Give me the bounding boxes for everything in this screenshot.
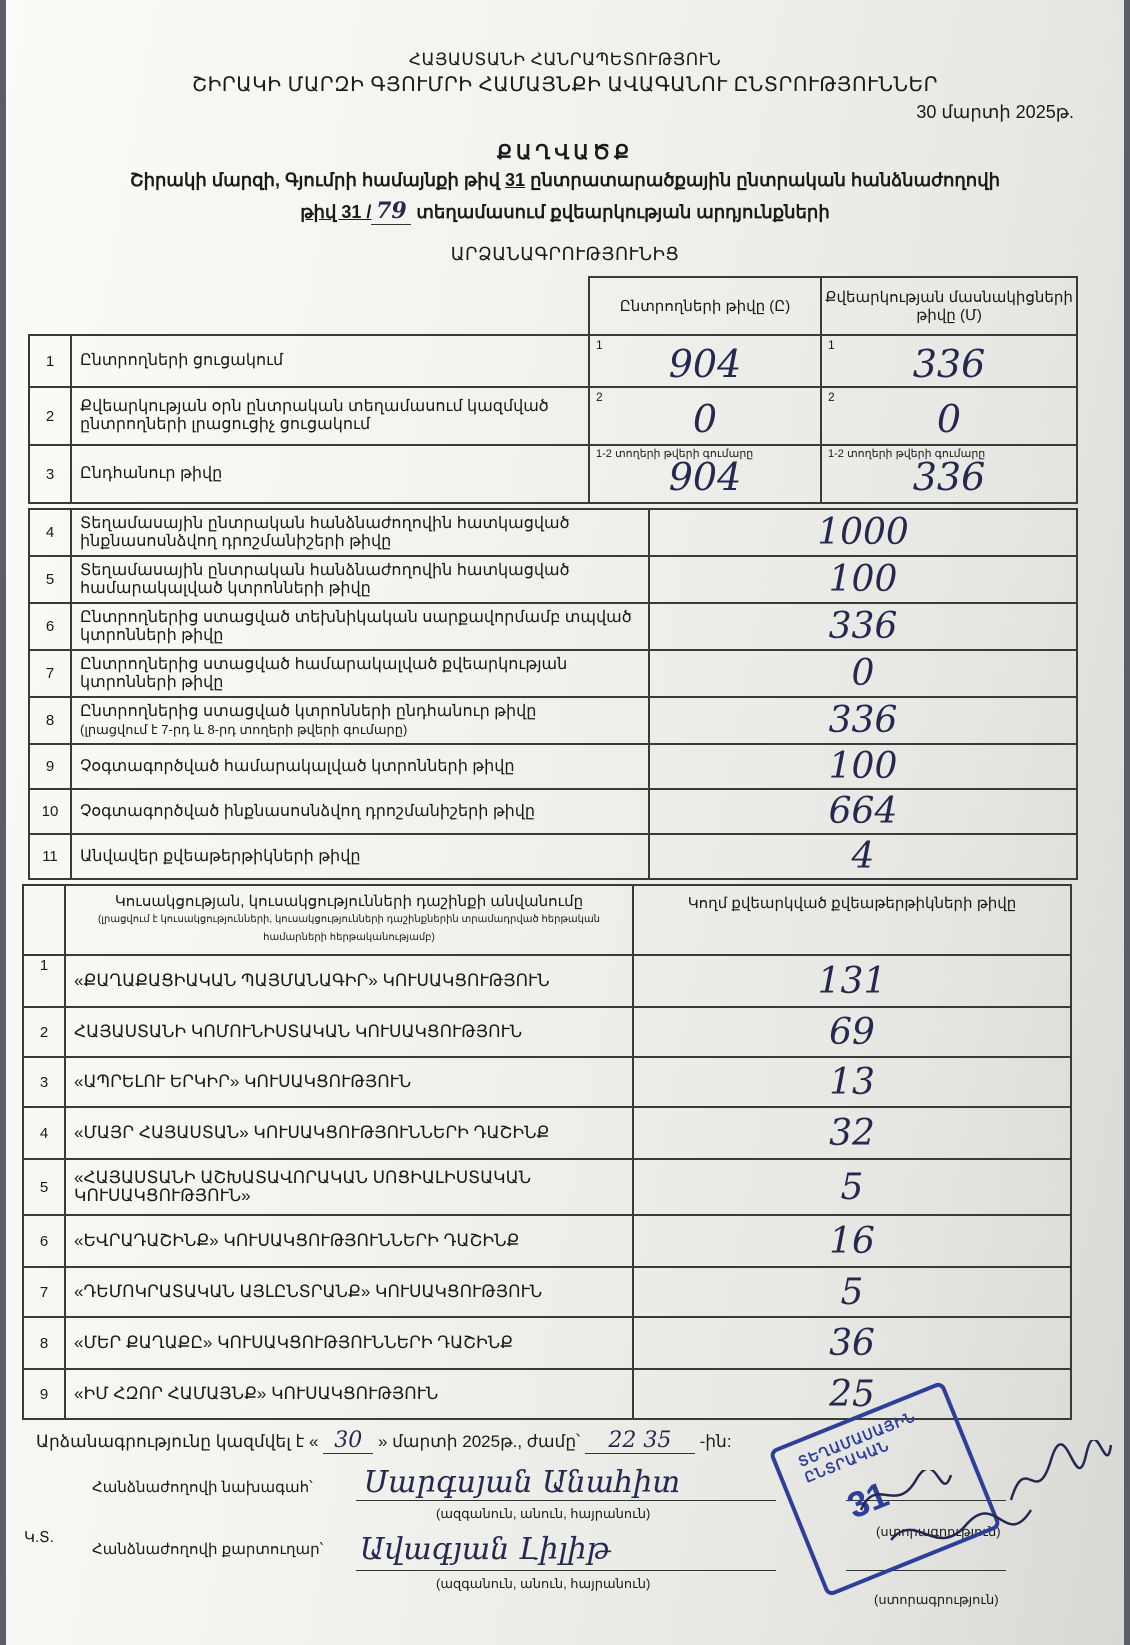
table-row: 2 ՀԱՅԱՍՏԱՆԻ ԿՈՄՈՒՆԻՍՏԱԿԱՆ ԿՈՒՍԱԿՑՈՒԹՅՈՒՆ 69	[23, 1007, 1071, 1057]
participants-count: 336	[912, 342, 986, 386]
col-header-participants: Քվեարկության մասնակիցների թիվը (Մ)	[821, 277, 1077, 335]
col-header-voters: Ընտրողների թիվը (Ը)	[589, 277, 821, 335]
chairman-name-handwritten: Սարգսյան Անահիտ	[364, 1465, 681, 1500]
table-row: 4 Տեղամասային ընտրական հանձնաժողովին հատկացված ինքնասոսնձվող դրոշմանիշերի թիվը 1000	[29, 509, 1077, 556]
precinct-number-handwritten: 79	[371, 198, 411, 225]
document-sheet	[6, 0, 1124, 1645]
table-row: 5 Տեղամասային ընտրական հանձնաժողովին հատկացված համարակալված կտրոնների թիվը 100	[29, 556, 1077, 603]
participants-count: 336	[912, 455, 986, 499]
commission-stamp: ՏԵՂԱՄԱՍԱՅԻՆ ԸՆՏՐԱԿԱՆ 31	[768, 1381, 1001, 1598]
participants-count: 0	[936, 397, 962, 441]
table-row: 5 «ՀԱՅԱՍՏԱՆԻ ԱՇԽԱՏԱՎՈՐԱԿԱՆ ՍՈՑԻԱԼԻՍՏԱԿԱՆ ԿՈՒՍԱԿՑՈՒԹՅՈՒՆ» 5	[23, 1159, 1071, 1215]
signature-caption: (ստորագրություն)	[876, 1524, 1001, 1539]
voters-count: 0	[692, 397, 718, 441]
party-col-header: Կուսակցության, կուսակցությունների դաշինքի անվանումը (լրացվում է կուսակցությունների, կուսակցությունների դաշինքներին տրամադրված հերթական համարների հերթականությամբ)	[65, 885, 633, 955]
ballot-counts-table	[28, 508, 1078, 880]
table-row: 7 Ընտրողներից ստացված համարակալված քվեարկության կտրոնների թիվը 0	[29, 650, 1077, 697]
table-row: 9 «ԻՄ ՀԶՈՐ ՀԱՄԱՅՆՔ» ԿՈՒՍԱԿՑՈՒԹՅՈՒՆ 25	[23, 1369, 1071, 1419]
party-results-table	[22, 884, 1072, 1420]
document-date: 30 մարտի 2025թ.	[916, 102, 1074, 122]
table-row: 2 Քվեարկության օրն ընտրական տեղամասում կազմված ընտրողների լրացուցիչ ցուցակում 2 0 2 0	[29, 387, 1077, 445]
country-heading: ՀԱՅԱՍՏԱՆԻ ՀԱՆՐԱՊԵՏՈՒԹՅՈՒՆ	[408, 50, 722, 69]
voters-count: 904	[668, 342, 742, 386]
chairman-label: Հանձնաժողովի նախագահ՝	[92, 1479, 313, 1496]
table-row: 4 «ՄԱՅՐ ՀԱՅԱՍՏԱՆ» ԿՈՒՍԱԿՑՈՒԹՅՈՒՆՆԵՐԻ ԴԱՇԻՆՔ 32	[23, 1107, 1071, 1159]
table-row: 11 Անվավեր քվեաթերթիկների թիվը 4	[29, 834, 1077, 879]
secretary-name-handwritten: Ավագյան Լիլիթ	[360, 1532, 611, 1567]
name-caption: (ազգանուն, անուն, հայրանուն)	[436, 1506, 651, 1521]
table-row: 7 «ԴԵՄՈԿՐԱՏԱԿԱՆ ԱՅԼԸՆՏՐԱՆՔ» ԿՈՒՍԱԿՑՈՒԹՅՈՒՆ 5	[23, 1267, 1071, 1317]
table-row: 1 «ՔԱՂԱՔԱՑԻԱԿԱՆ ՊԱՅՄԱՆԱԳԻՐ» ԿՈՒՍԱԿՑՈՒԹՅՈՒՆ 131	[23, 955, 1071, 1007]
table-row: 8 «ՄԵՐ ՔԱՂԱՔԸ» ԿՈՒՍԱԿՑՈՒԹՅՈՒՆՆԵՐԻ ԴԱՇԻՆՔ 36	[23, 1317, 1071, 1369]
table-row: 8 Ընտրողներից ստացված կտրոնների ընդհանուր թիվը (լրացվում է 7-րդ և 8-րդ տողերի թվերի գումարը) 336	[29, 697, 1077, 744]
table-row: 1 Ընտրողների ցուցակում 1 904 1 336	[29, 335, 1077, 387]
table-row: 3 Ընդհանուր թիվը 1-2 տողերի թվերի գումարը 904 1-2 տողերի թվերի գումարը 336	[29, 445, 1077, 503]
table-row: 3 «ԱՊՐԵԼՈՒ ԵՐԿԻՐ» ԿՈՒՍԱԿՑՈՒԹՅՈՒՆ 13	[23, 1057, 1071, 1107]
election-heading: ՇԻՐԱԿԻ ՄԱՐԶԻ ԳՅՈՒՄՐԻ ՀԱՄԱՅՆՔԻ ԱՎԱԳԱՆՈՒ ԸՆՏՐՈՒԹՅՈՒՆՆԵՐ	[191, 74, 939, 96]
voters-count: 904	[668, 455, 742, 499]
name-caption-2: (ազգանուն, անուն, հայրանուն)	[436, 1576, 651, 1591]
document-title: ՔԱՂՎԱԾՔ	[496, 142, 634, 164]
subtitle-line-1: Շիրակի մարզի, Գյումրի համայնքի թիվ 31 ընտրատարածքային ընտրական հանձնաժողովի	[129, 170, 1001, 190]
secretary-label: Հանձնաժողովի քարտուղար՝	[92, 1541, 324, 1558]
table-row: 6 Ընտրողներից ստացված տեխնիկական սարքավորմամբ տպված կտրոնների թիվը 336	[29, 603, 1077, 650]
subtitle-line-2: թիվ 31 / 79 տեղամասում քվեարկության արդյունքների	[300, 198, 830, 224]
signature-mark-3	[856, 1470, 956, 1520]
table-row: 9 Չօգտագործված համարակալված կտրոնների թիվը 100	[29, 744, 1077, 789]
protocol-compiled-line: Արձանագրությունը կազմվել է « 30 » մարտի 2025թ., ժամը՝ 22 35 -ին:	[36, 1428, 732, 1453]
seal-place-label: Կ.Տ.	[24, 1529, 54, 1546]
signature-caption-2: (ստորագրություն)	[874, 1592, 999, 1607]
protocol-heading: ԱՐՁԱՆԱԳՐՈՒԹՅՈՒՆԻՑ	[450, 244, 680, 264]
table-row: 10 Չօգտագործված ինքնասոսնձվող դրոշմանիշերի թիվը 664	[29, 789, 1077, 834]
votes-col-header: Կողմ քվեարկված քվեաթերթիկների թիվը	[633, 885, 1071, 955]
table-row: 6 «ԵՎՐԱԴԱՇԻՆՔ» ԿՈՒՍԱԿՑՈՒԹՅՈՒՆՆԵՐԻ ԴԱՇԻՆՔ 16	[23, 1215, 1071, 1267]
voter-counts-table	[28, 276, 1078, 504]
